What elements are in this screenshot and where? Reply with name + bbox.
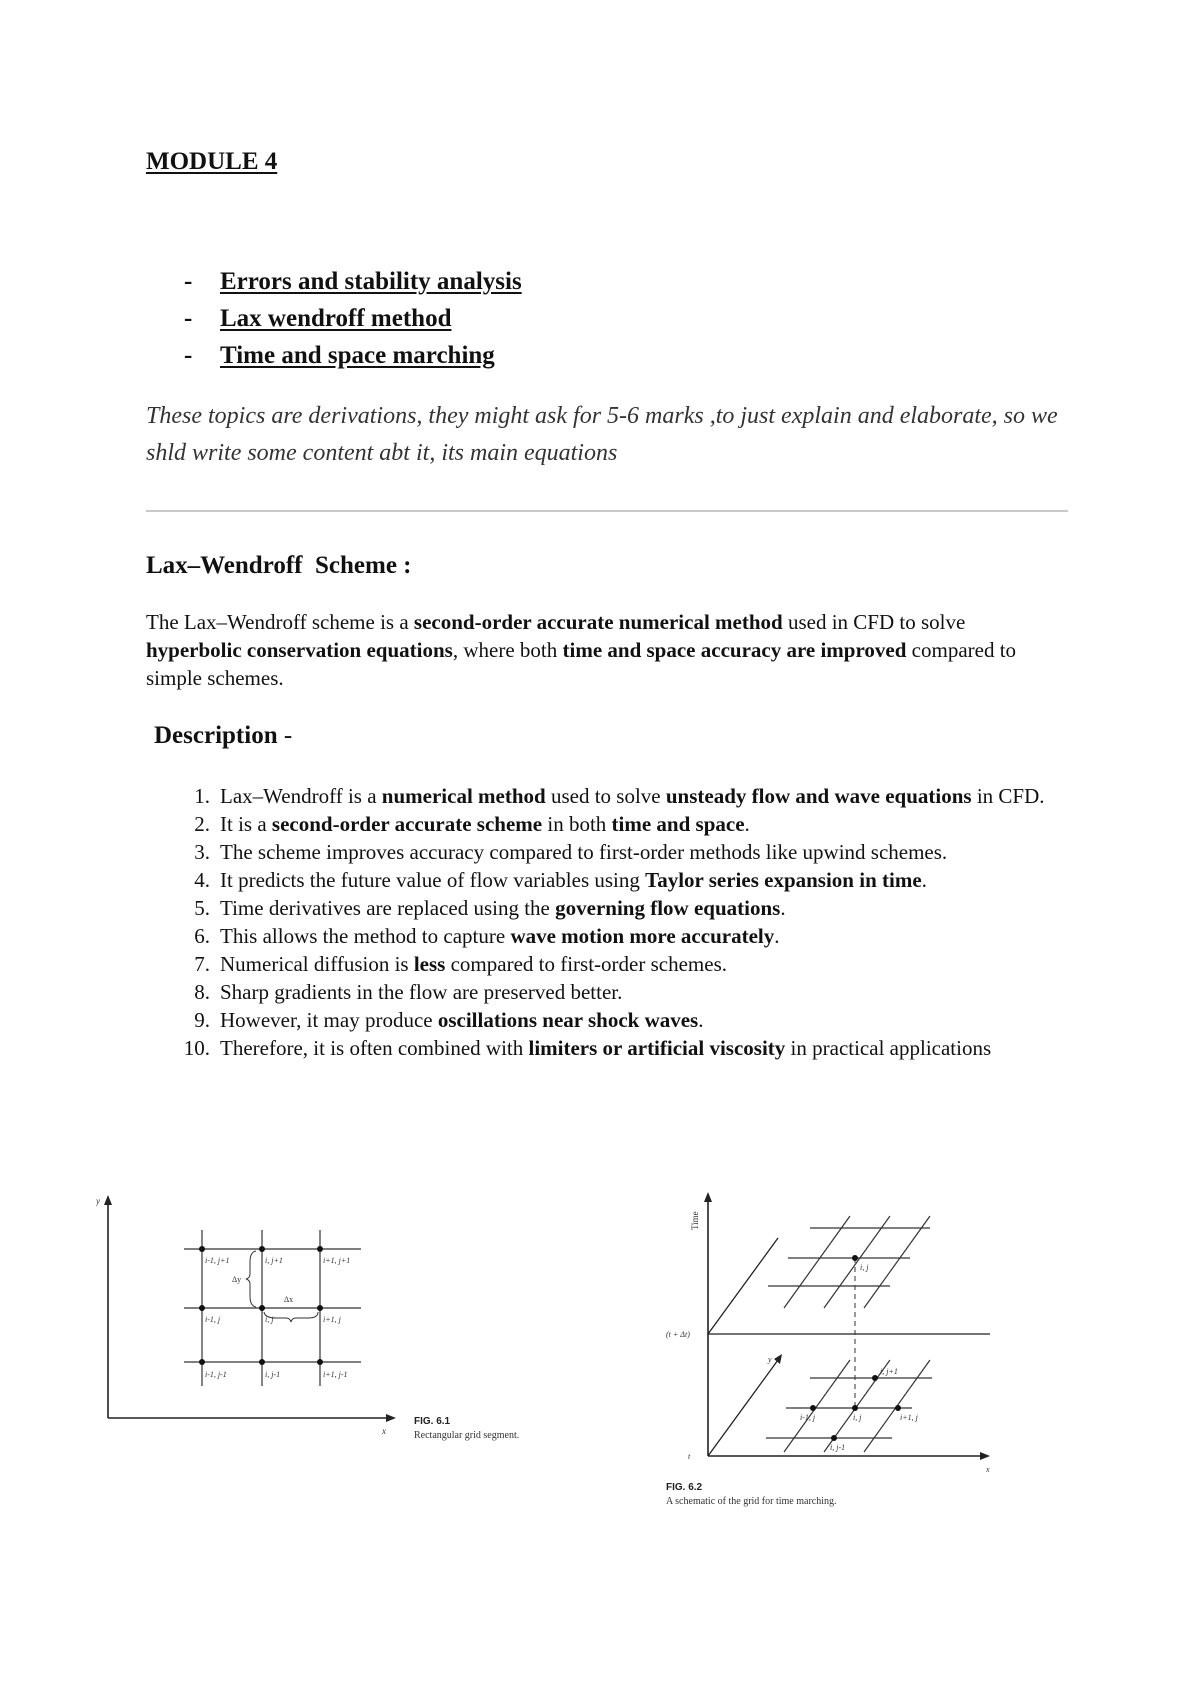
item-text: Therefore, it is often combined with limiters or artificial viscosity in practical applications bbox=[220, 1036, 992, 1060]
topic-label: Errors and stability analysis bbox=[220, 268, 522, 295]
topic-label: Lax wendroff method bbox=[220, 305, 452, 332]
dy-brace bbox=[246, 1251, 256, 1307]
node-label: i-1, j-1 bbox=[205, 1370, 227, 1379]
node-label: i+1, j-1 bbox=[323, 1370, 348, 1379]
topic-list bbox=[184, 268, 522, 379]
y-axis-label: y bbox=[768, 1355, 772, 1364]
intro-paragraph: The Lax–Wendroff scheme is a second-order accurate numerical method used in CFD to solve hyperbolic conservation equations, where both time and space accuracy are improved compared to simple schemes. bbox=[146, 610, 1017, 690]
item-text: Lax–Wendroff is a numerical method used to solve unsteady flow and wave equations in CFD. bbox=[220, 784, 1045, 808]
section-heading: Lax–Wendroff Scheme : bbox=[146, 552, 412, 579]
figure-caption-text: Rectangular grid segment. bbox=[414, 1430, 520, 1441]
x-axis-arrow-icon bbox=[386, 1414, 396, 1422]
study-note: These topics are derivations, they might ask for 5-6 marks ,to just explain and elaborate, so we shld write some content abt it, its main equations bbox=[146, 403, 1058, 466]
topic-item: - Errors and stability analysis bbox=[184, 268, 522, 305]
item-text: This allows the method to capture wave motion more accurately. bbox=[220, 924, 780, 948]
description-list bbox=[146, 782, 1086, 1062]
description-item bbox=[146, 950, 1086, 978]
item-number: 8. bbox=[194, 980, 210, 1004]
item-number: 4. bbox=[194, 868, 210, 892]
time-axis-arrow-icon bbox=[704, 1192, 712, 1202]
node-label: i-1, j bbox=[800, 1413, 816, 1422]
item-number: 2. bbox=[194, 812, 210, 836]
description-item bbox=[146, 782, 1086, 810]
description-item bbox=[146, 1006, 1086, 1034]
description-heading: Description - bbox=[154, 722, 293, 749]
node-label: i, j bbox=[265, 1315, 274, 1324]
x-axis-arrow-icon bbox=[980, 1452, 990, 1460]
item-text: Numerical diffusion is less compared to first-order schemes. bbox=[220, 952, 727, 976]
figure-time-marching-grid bbox=[660, 1182, 1000, 1512]
node-label: i-1, j+1 bbox=[205, 1256, 230, 1265]
y-axis-label: y bbox=[96, 1196, 100, 1206]
node-label: i, j bbox=[860, 1263, 869, 1272]
item-text: However, it may produce oscillations near shock waves. bbox=[220, 1008, 704, 1032]
description-item bbox=[146, 838, 1086, 866]
dx-label: Δx bbox=[284, 1295, 294, 1304]
node-label: i+1, j+1 bbox=[323, 1256, 351, 1265]
item-number: 3. bbox=[194, 840, 210, 864]
item-text: Time derivatives are replaced using the governing flow equations. bbox=[220, 896, 786, 920]
item-text: Sharp gradients in the flow are preserved better. bbox=[220, 980, 623, 1004]
topic-item: - Time and space marching bbox=[184, 342, 522, 379]
time-axis-label: Time bbox=[690, 1211, 700, 1230]
node-label: i+1, j bbox=[323, 1315, 341, 1324]
t-dt-label: (t + Δt) bbox=[666, 1330, 690, 1339]
figure-caption-title: FIG. 6.2 bbox=[666, 1482, 703, 1493]
item-number: 9. bbox=[194, 1008, 210, 1032]
item-number: 10. bbox=[183, 1036, 210, 1060]
node-label: i, j bbox=[853, 1413, 862, 1422]
item-text: It predicts the future value of flow variables using Taylor series expansion in time. bbox=[220, 868, 927, 892]
node-label: i, j+1 bbox=[880, 1367, 898, 1376]
y-axis-arrow-icon bbox=[104, 1195, 112, 1205]
horizontal-divider bbox=[146, 510, 1068, 512]
node-label: i, j+1 bbox=[265, 1256, 283, 1265]
description-item bbox=[146, 978, 1086, 1006]
description-item bbox=[146, 922, 1086, 950]
y-axis-arrow-icon bbox=[774, 1354, 782, 1364]
item-text: The scheme improves accuracy compared to first-order methods like upwind schemes. bbox=[220, 840, 948, 864]
item-text: It is a second-order accurate scheme in both time and space. bbox=[220, 812, 750, 836]
description-item bbox=[146, 810, 1086, 838]
node-label: i+1, j bbox=[900, 1413, 918, 1422]
topic-item: - Lax wendroff method bbox=[184, 305, 522, 342]
figure-rectangular-grid bbox=[96, 1190, 576, 1452]
description-item bbox=[146, 1034, 1086, 1062]
item-number: 7. bbox=[194, 952, 210, 976]
description-item bbox=[146, 894, 1086, 922]
module-title: MODULE 4 bbox=[146, 148, 278, 175]
description-item bbox=[146, 866, 1086, 894]
x-axis-label: x bbox=[382, 1426, 386, 1436]
item-number: 6. bbox=[194, 924, 210, 948]
topic-label: Time and space marching bbox=[220, 342, 495, 369]
node-label: i-1, j bbox=[205, 1315, 221, 1324]
t-label: t bbox=[688, 1452, 691, 1461]
figure-caption-text: A schematic of the grid for time marching. bbox=[666, 1496, 837, 1507]
item-number: 5. bbox=[194, 896, 210, 920]
item-number: 1. bbox=[194, 784, 210, 808]
dy-label: Δy bbox=[232, 1275, 242, 1284]
x-axis-label: x bbox=[986, 1465, 990, 1474]
node-label: i, j-1 bbox=[830, 1443, 846, 1452]
y-axis-line bbox=[708, 1360, 778, 1456]
figure-caption-title: FIG. 6.1 bbox=[414, 1416, 451, 1427]
node-label: i, j-1 bbox=[265, 1370, 281, 1379]
